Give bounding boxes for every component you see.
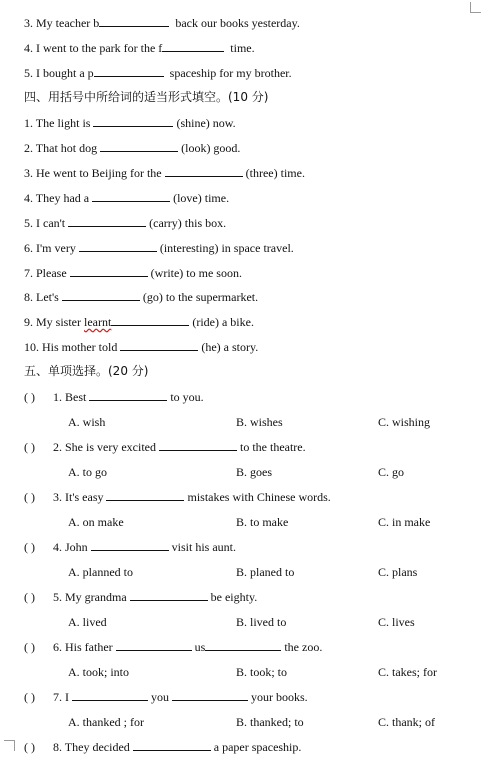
question-number: 8. <box>53 740 62 754</box>
answer-blank[interactable] <box>89 390 167 401</box>
fill-item <box>24 141 240 156</box>
item-text: 2. That hot dog <box>24 141 98 155</box>
answer-blank[interactable] <box>159 440 237 451</box>
answer-bracket[interactable]: ( ) <box>24 740 35 754</box>
fill-item <box>24 340 258 355</box>
option-b: B. thanked; to <box>236 715 304 729</box>
option-a: A. on make <box>68 515 124 529</box>
item-text: (write) to me soon. <box>150 266 242 280</box>
fill-item <box>24 16 300 31</box>
option-c: C. thank; of <box>378 715 435 729</box>
answer-blank[interactable] <box>62 290 140 301</box>
question-number: 3. <box>53 490 62 504</box>
question-number: 2. <box>53 440 62 454</box>
fill-item <box>24 315 254 330</box>
answer-blank[interactable] <box>133 740 211 751</box>
item-text: (carry) this box. <box>149 216 227 230</box>
option-a: A. thanked ; for <box>68 715 144 729</box>
option-b: B. took; to <box>236 665 288 679</box>
answer-blank[interactable] <box>165 166 243 177</box>
choice-question <box>24 540 236 555</box>
choice-question <box>24 390 204 405</box>
crop-mark-bottom-left <box>4 740 15 751</box>
answer-bracket[interactable]: ( ) <box>24 640 35 654</box>
item-text: (shine) now. <box>176 116 236 130</box>
option-a: A. planned to <box>68 565 133 579</box>
answer-bracket[interactable]: ( ) <box>24 590 35 604</box>
spellcheck-flagged-word: learnt <box>84 315 112 329</box>
item-text: spaceship for my brother. <box>169 66 292 80</box>
question-text: Best <box>65 390 87 404</box>
item-text: (go) to the supermarket. <box>142 290 259 304</box>
item-text: 6. I'm very <box>24 241 76 255</box>
item-text: 10. His mother told <box>24 340 118 354</box>
answer-blank[interactable] <box>99 16 169 27</box>
section-heading: 五、单项选择。(20 分) <box>24 364 149 378</box>
question-text: us <box>194 640 206 654</box>
choice-question <box>24 690 308 705</box>
fill-item <box>24 290 258 305</box>
question-text: It's easy <box>65 490 104 504</box>
choice-question <box>24 590 257 605</box>
option-b: B. goes <box>236 465 272 479</box>
answer-blank[interactable] <box>172 690 248 701</box>
answer-bracket[interactable]: ( ) <box>24 540 35 554</box>
fill-item <box>24 116 236 131</box>
question-text: His father <box>65 640 113 654</box>
answer-bracket[interactable]: ( ) <box>24 390 35 404</box>
answer-blank[interactable] <box>72 690 148 701</box>
item-text: 1. The light is <box>24 116 91 130</box>
option-a: A. to go <box>68 465 107 479</box>
question-text: They decided <box>64 740 130 754</box>
item-text: (love) time. <box>173 191 230 205</box>
fill-item <box>24 66 292 81</box>
option-c: C. wishing <box>378 415 431 429</box>
question-text: I <box>65 690 69 704</box>
question-text: the zoo. <box>284 640 323 654</box>
question-number: 7. <box>53 690 62 704</box>
answer-blank[interactable] <box>94 66 164 77</box>
choice-question <box>24 490 331 505</box>
question-text: your books. <box>251 690 308 704</box>
choice-question <box>24 740 301 755</box>
answer-blank[interactable] <box>68 216 146 227</box>
choice-question <box>24 640 322 655</box>
answer-blank[interactable] <box>92 191 170 202</box>
item-text: 4. They had a <box>24 191 90 205</box>
fill-item <box>24 241 294 256</box>
question-text: mistakes with Chinese words. <box>187 490 331 504</box>
option-c: C. go <box>378 465 405 479</box>
option-c: C. in make <box>378 515 431 529</box>
item-text: (three) time. <box>245 166 305 180</box>
item-text: (he) a story. <box>201 340 259 354</box>
answer-blank[interactable] <box>70 266 148 277</box>
option-c: C. lives <box>378 615 415 629</box>
option-c: C. plans <box>378 565 418 579</box>
item-text: 3. My teacher b <box>24 16 100 30</box>
item-text: time. <box>230 41 255 55</box>
item-text: 7. Please <box>24 266 67 280</box>
fill-item <box>24 41 255 56</box>
answer-blank[interactable] <box>106 490 184 501</box>
question-text: to you. <box>170 390 204 404</box>
item-text: (interesting) in space travel. <box>159 241 294 255</box>
item-text: (look) good. <box>181 141 241 155</box>
crop-mark-top-right <box>470 2 481 13</box>
answer-blank[interactable] <box>205 640 281 651</box>
item-text: 4. I went to the park for the f <box>24 41 163 55</box>
question-number: 6. <box>53 640 62 654</box>
section-heading: 四、用括号中所给词的适当形式填空。(10 分) <box>24 90 269 104</box>
question-number: 5. <box>53 590 62 604</box>
answer-blank[interactable] <box>130 590 208 601</box>
option-b: B. planed to <box>236 565 295 579</box>
question-text: My grandma <box>65 590 127 604</box>
answer-bracket[interactable]: ( ) <box>24 690 35 704</box>
answer-blank[interactable] <box>93 116 173 127</box>
item-text: 9. My sister <box>24 315 81 329</box>
question-text: She is very excited <box>65 440 156 454</box>
choice-question <box>24 440 306 455</box>
option-a: A. wish <box>68 415 106 429</box>
question-text: John <box>65 540 88 554</box>
question-number: 1. <box>53 390 62 404</box>
answer-blank[interactable] <box>120 340 198 351</box>
option-a: A. took; into <box>68 665 130 679</box>
item-text: (ride) a bike. <box>192 315 254 329</box>
option-c: C. takes; for <box>378 665 437 679</box>
item-text: 5. I bought a p <box>24 66 94 80</box>
option-b: B. lived to <box>236 615 287 629</box>
question-text: you <box>151 690 169 704</box>
answer-blank[interactable] <box>116 640 192 651</box>
fill-item <box>24 266 242 281</box>
answer-blank[interactable] <box>91 540 169 551</box>
answer-blank[interactable] <box>79 241 157 252</box>
fill-item <box>24 216 226 231</box>
item-text: 5. I can't <box>24 216 66 230</box>
answer-bracket[interactable]: ( ) <box>24 490 35 504</box>
item-text: back our books yesterday. <box>175 16 300 30</box>
answer-blank[interactable] <box>111 315 189 326</box>
option-b: B. wishes <box>236 415 283 429</box>
item-text: 8. Let's <box>24 290 59 304</box>
answer-bracket[interactable]: ( ) <box>24 440 35 454</box>
answer-blank[interactable] <box>162 41 224 52</box>
item-text: 3. He went to Beijing for the <box>24 166 162 180</box>
fill-item <box>24 191 229 206</box>
option-b: B. to make <box>236 515 289 529</box>
question-text: be eighty. <box>210 590 258 604</box>
option-a: A. lived <box>68 615 107 629</box>
fill-item <box>24 166 305 181</box>
question-text: a paper spaceship. <box>213 740 302 754</box>
answer-blank[interactable] <box>100 141 178 152</box>
question-text: visit his aunt. <box>171 540 237 554</box>
question-number: 4. <box>53 540 62 554</box>
question-text: to the theatre. <box>239 440 306 454</box>
